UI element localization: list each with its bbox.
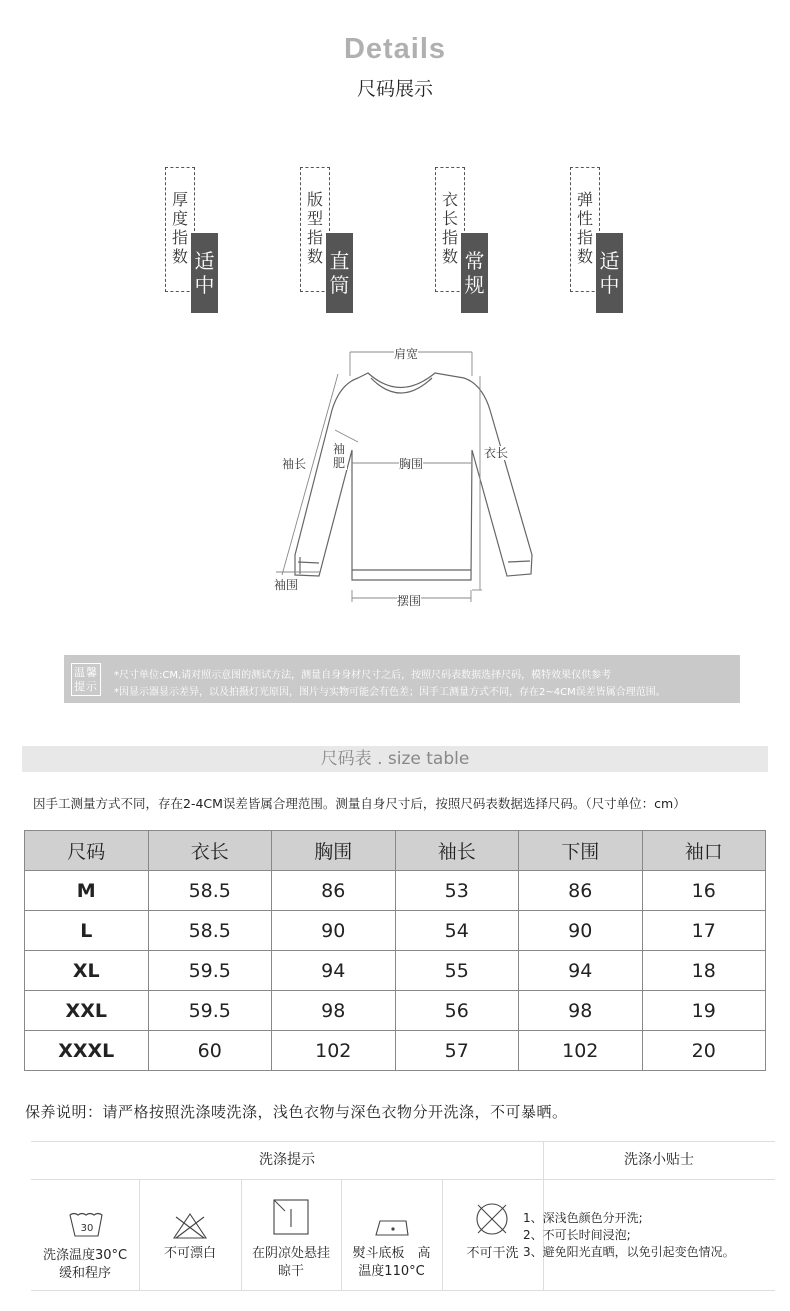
table-cell: 86 <box>519 871 643 911</box>
sleeve-width-label: 袖肥 <box>333 442 346 470</box>
header-size: 尺码 <box>25 831 149 871</box>
table-cell: 58.5 <box>148 871 272 911</box>
sleeve-length-label: 袖长 <box>282 457 307 471</box>
no-bleach-text: 不可漂白 <box>163 1246 216 1261</box>
table-cell: 54 <box>395 911 519 951</box>
table-cell: 98 <box>519 991 643 1031</box>
iron-low-icon <box>370 1211 414 1241</box>
table-header-row <box>25 831 766 871</box>
wash-30-icon <box>67 1209 107 1239</box>
fit-index-card <box>300 167 360 313</box>
sweater-measurement-diagram <box>260 340 550 615</box>
table-cell: 59.5 <box>148 991 272 1031</box>
index-label: 衣长指数 <box>435 167 465 292</box>
table-cell: 57 <box>395 1031 519 1071</box>
table-cell: 58.5 <box>148 911 272 951</box>
elasticity-index-card <box>570 167 630 313</box>
wash-30-text: 洗涤温度30°C <box>42 1248 128 1263</box>
table-cell: XXL <box>25 991 149 1031</box>
warm-tips-banner <box>64 655 740 703</box>
header-hem: 下围 <box>519 831 643 871</box>
shoulder-width-label: 肩宽 <box>394 347 419 361</box>
index-label: 弹性指数 <box>570 167 600 292</box>
table-cell: 17 <box>642 911 766 951</box>
table-cell: 102 <box>272 1031 396 1071</box>
table-cell: 102 <box>519 1031 643 1071</box>
table-cell: 59.5 <box>148 951 272 991</box>
table-row <box>25 911 766 951</box>
table-row <box>25 951 766 991</box>
list-item: 1、深浅色颜色分开洗; <box>523 1211 643 1225</box>
wash-30-text-2: 缓和程序 <box>58 1266 111 1281</box>
index-value: 直筒 <box>326 233 353 313</box>
table-cell: 98 <box>272 991 396 1031</box>
wash-30-cell <box>31 1179 139 1291</box>
header-length: 衣长 <box>148 831 272 871</box>
table-row <box>25 1031 766 1071</box>
list-item: 2、不可长时间浸泡; <box>523 1228 631 1242</box>
index-label: 版型指数 <box>300 167 330 292</box>
size-table <box>24 830 766 1071</box>
iron-cell <box>341 1179 442 1291</box>
index-value: 适中 <box>191 233 218 313</box>
no-dry-clean-text: 不可干洗 <box>466 1246 519 1261</box>
warm-tips-tag: 温馨提示 <box>71 663 101 696</box>
table-cell: 53 <box>395 871 519 911</box>
iron-text: 熨斗底板 高 <box>352 1246 431 1261</box>
details-title: Details <box>343 33 447 65</box>
table-cell: M <box>25 871 149 911</box>
wash-tips-header: 洗涤提示 <box>259 1152 315 1168</box>
header-cuff: 袖口 <box>642 831 766 871</box>
table-cell: 90 <box>519 911 643 951</box>
table-cell: 55 <box>395 951 519 991</box>
table-cell: 90 <box>272 911 396 951</box>
table-cell: 56 <box>395 991 519 1031</box>
care-instruction: 保养说明：请严格按照洗涤唛洗涤，浅色衣物与深色衣物分开洗涤，不可暴晒。 <box>25 1103 568 1121</box>
table-cell: 60 <box>148 1031 272 1071</box>
table-cell: XL <box>25 951 149 991</box>
index-value: 常规 <box>461 233 488 313</box>
table-row <box>25 991 766 1031</box>
cuff-label: 袖围 <box>274 578 299 592</box>
table-cell: 94 <box>519 951 643 991</box>
hang-dry-shade-icon <box>271 1197 311 1237</box>
index-label: 厚度指数 <box>165 167 195 292</box>
notice-line-2: *因显示器显示差异，以及拍摄灯光原因，图片与实物可能会有色差；因手工测量方式不同，存在2~4CM误差皆属合理范围。 <box>114 687 666 698</box>
table-cell: 19 <box>642 991 766 1031</box>
notice-line-1: *尺寸单位:CM,请对照示意图的测试方法，测量自身身材尺寸之后，按照尺码表数据选择尺码，模特效果仅供参考 <box>114 670 612 681</box>
wash-temp-text: 30 <box>80 1223 94 1234</box>
no-bleach-icon <box>170 1211 210 1241</box>
hang-dry-text-2: 晾干 <box>277 1264 304 1279</box>
header-sleeve: 袖长 <box>395 831 519 871</box>
sweater-outline-icon <box>260 340 550 615</box>
hang-dry-text: 在阴凉处悬挂 <box>251 1246 330 1261</box>
list-item: 3、避免阳光直晒，以免引起变色情况。 <box>523 1245 735 1259</box>
hem-label: 摆围 <box>397 594 422 608</box>
table-row <box>25 871 766 911</box>
table-cell: 16 <box>642 871 766 911</box>
table-cell: XXXL <box>25 1031 149 1071</box>
iron-text-2: 温度110°C <box>358 1264 425 1279</box>
size-table-note: 因手工测量方式不同，存在2-4CM误差皆属合理范围。测量自身尺寸后，按照尺码表数据选择尺码。（尺寸单位：cm） <box>33 796 686 811</box>
chest-label: 胸围 <box>399 457 424 471</box>
table-cell: 20 <box>642 1031 766 1071</box>
no-bleach-cell <box>139 1179 241 1291</box>
length-index-card <box>435 167 495 313</box>
hang-dry-cell <box>241 1179 341 1291</box>
table-cell: 86 <box>272 871 396 911</box>
wash-advice-header: 洗涤小贴士 <box>624 1152 694 1168</box>
washing-advice-list <box>523 1210 735 1261</box>
table-cell: L <box>25 911 149 951</box>
header-chest: 胸围 <box>272 831 396 871</box>
garment-length-label: 衣长 <box>484 446 509 460</box>
table-cell: 94 <box>272 951 396 991</box>
size-display-title: 尺码展示 <box>356 78 433 100</box>
index-value: 适中 <box>596 233 623 313</box>
size-table-banner: 尺码表 . size table <box>22 746 768 772</box>
thickness-index-card <box>165 167 225 313</box>
table-cell: 18 <box>642 951 766 991</box>
no-dry-clean-icon <box>472 1199 512 1239</box>
